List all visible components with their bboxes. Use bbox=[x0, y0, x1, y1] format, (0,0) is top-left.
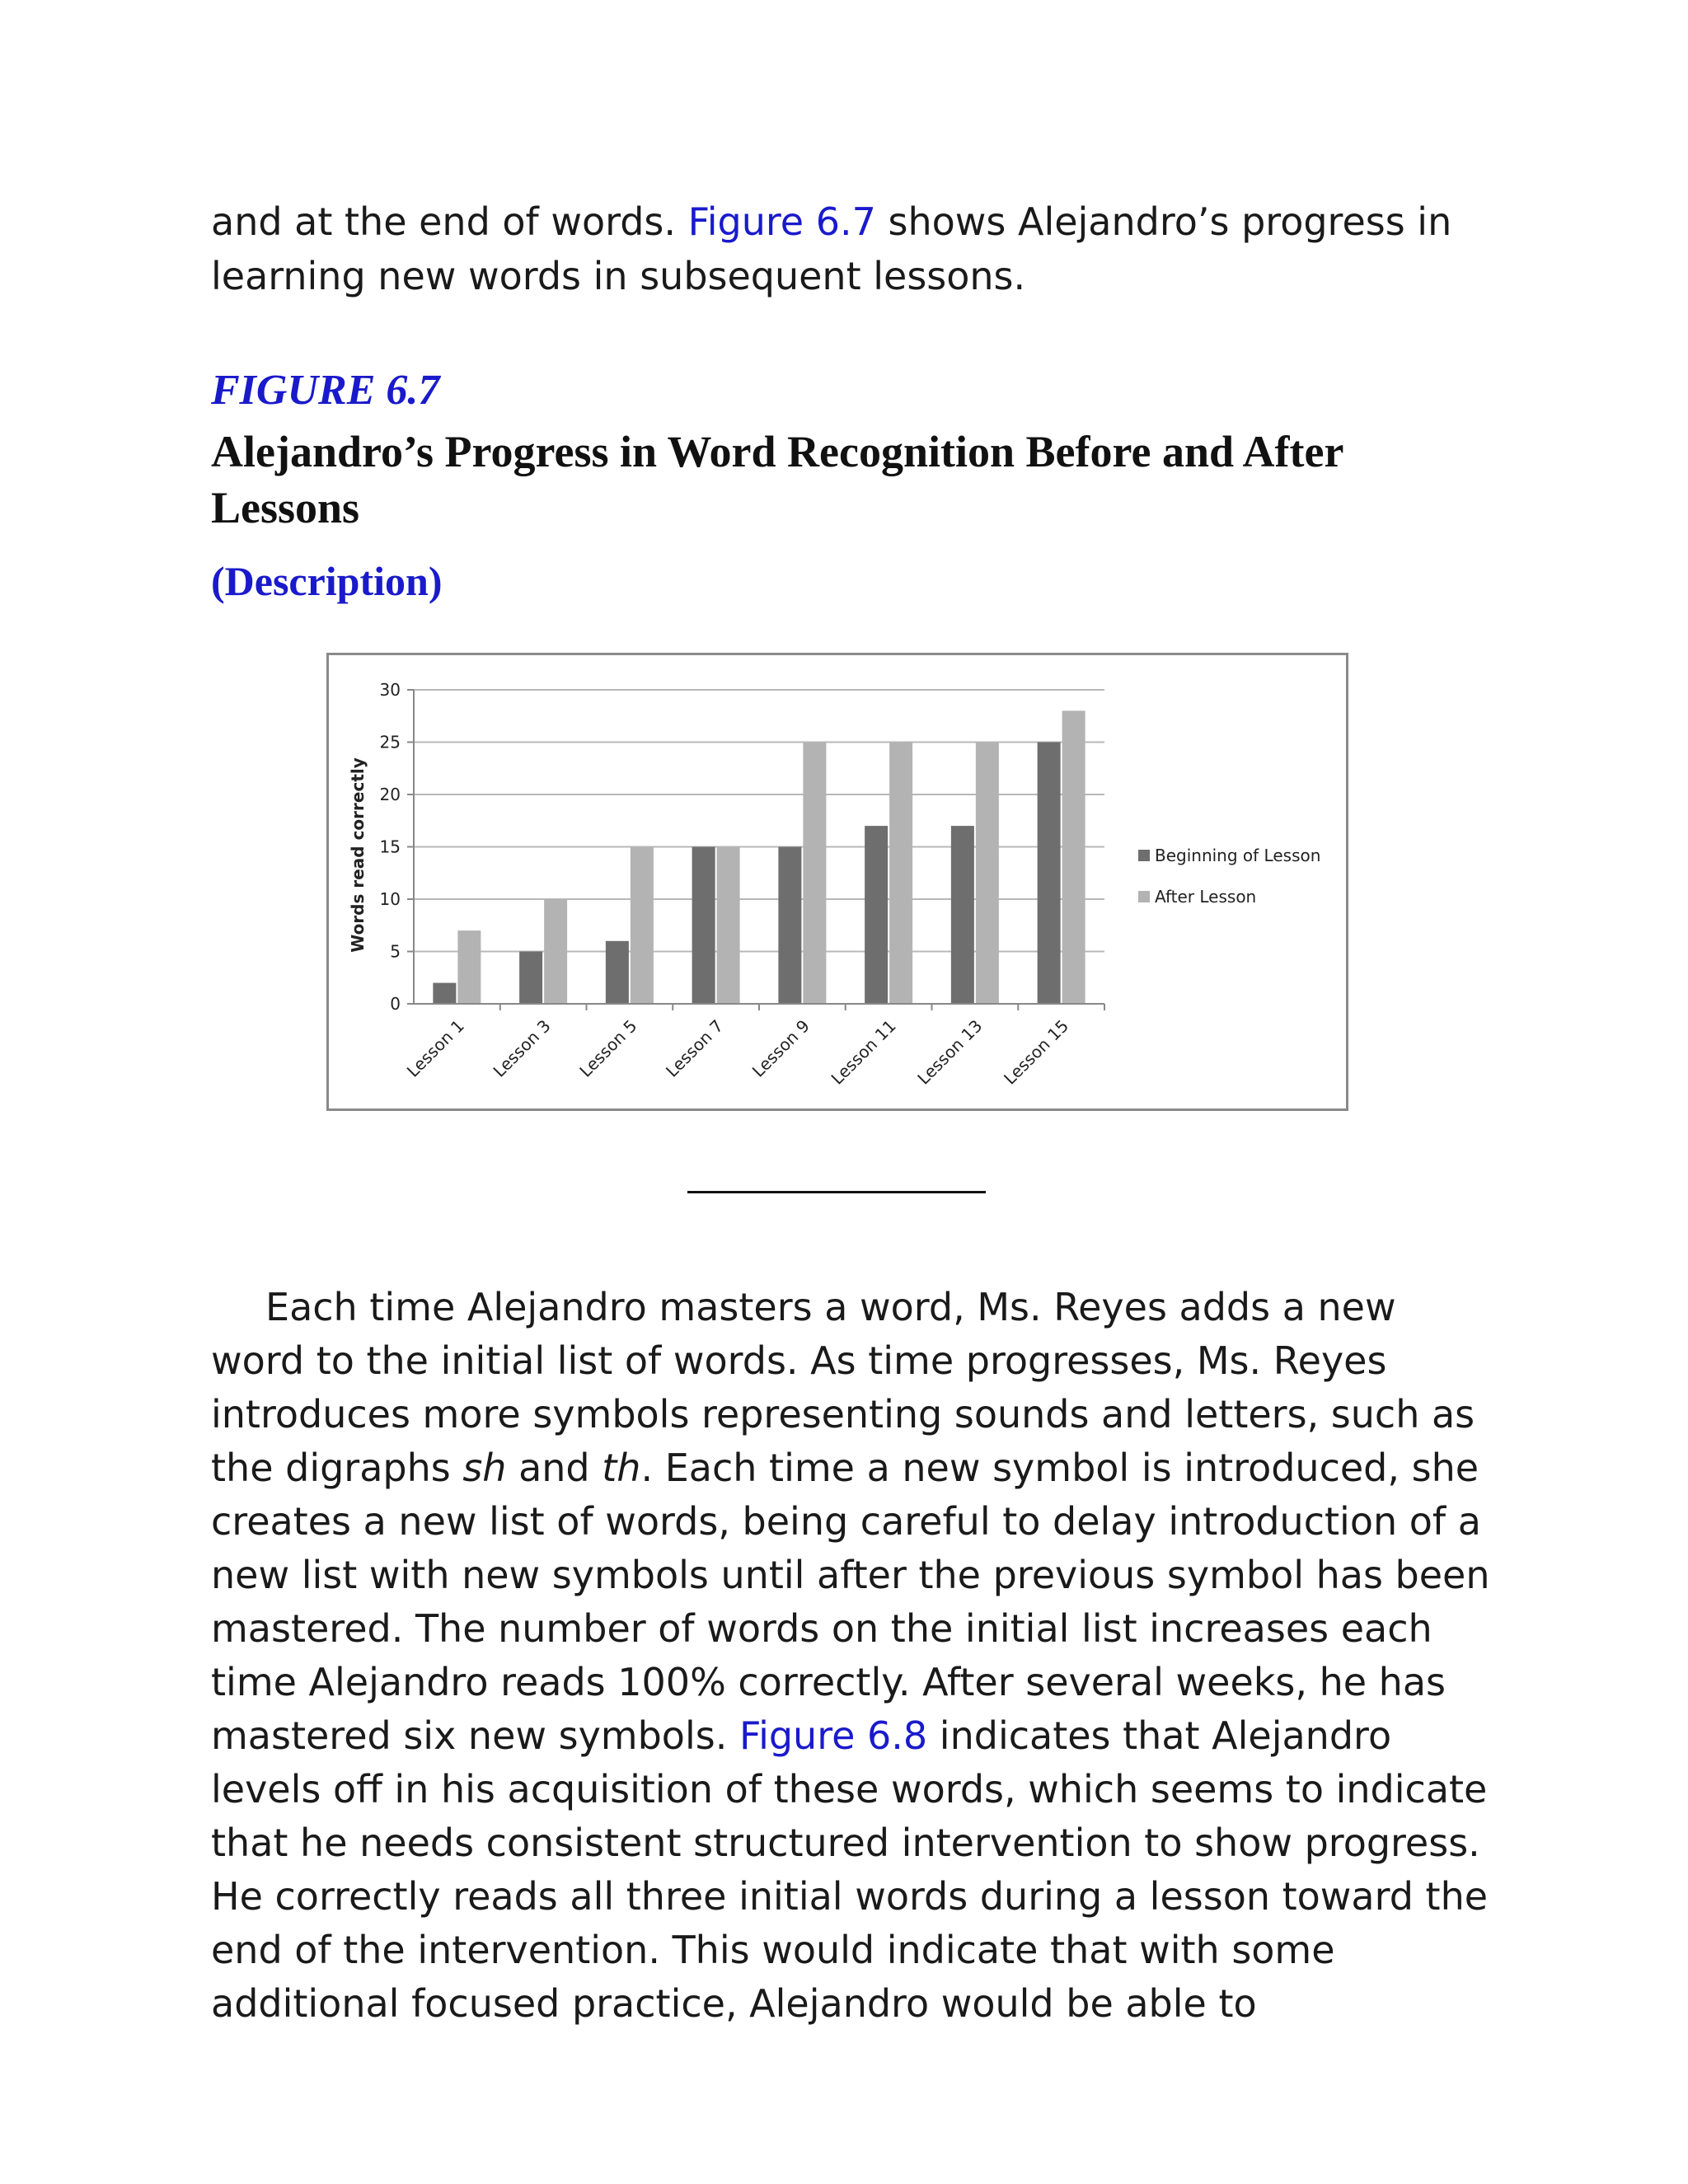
body-text-1: Each time Alejandro masters a word, Ms. Reyes adds a new word to the initial list of words. As time progresses, Ms. Reyes introduces more symbols representing sounds and letters, such as the digraphs bbox=[211, 1285, 1475, 1490]
x-tick-label: Lesson 11 bbox=[827, 1015, 900, 1089]
bar-after bbox=[889, 743, 912, 1005]
body-text-2: . Each time a new symbol is introduced, she creates a new list of words, being careful to delay introduction of a new list with new symbols until after the previous symbol has been mastered. The number of words on the initial list increases each time Alejandro reads 100% correctly. After several weeks, he has mastered six new symbols. bbox=[211, 1446, 1490, 1758]
bar-beginning bbox=[778, 847, 801, 1005]
x-tick-label: Lesson 13 bbox=[913, 1015, 987, 1089]
description-link[interactable]: (Description) bbox=[211, 558, 443, 604]
x-tick-label: Lesson 3 bbox=[489, 1015, 555, 1081]
x-tick-label: Lesson 1 bbox=[402, 1015, 468, 1081]
legend-swatch bbox=[1138, 850, 1150, 861]
legend-label: Beginning of Lesson bbox=[1155, 846, 1321, 865]
bar-after bbox=[631, 847, 654, 1005]
y-tick-label: 30 bbox=[379, 680, 401, 700]
legend-label: After Lesson bbox=[1155, 887, 1257, 907]
chart-frame bbox=[326, 653, 1348, 1111]
figure-title: Alejandro’s Progress in Word Recognition Before and After Lessons bbox=[211, 427, 1343, 532]
bar-beginning bbox=[433, 983, 456, 1004]
figure-label: FIGURE 6.7 bbox=[211, 367, 440, 414]
y-tick-label: 10 bbox=[379, 889, 401, 909]
digraph-th: th bbox=[602, 1446, 641, 1490]
bar-after bbox=[717, 847, 740, 1005]
y-tick-label: 0 bbox=[390, 994, 401, 1014]
intro-text-after: shows Alejandro’s progress in learning new words in subsequent lessons. bbox=[211, 199, 1452, 298]
bar-after bbox=[1062, 710, 1085, 1004]
intro-paragraph bbox=[211, 194, 1497, 303]
figure-6-7-link[interactable]: Figure 6.7 bbox=[687, 199, 876, 244]
x-tick-label: Lesson 15 bbox=[1000, 1015, 1073, 1089]
figure-6-8-link[interactable]: Figure 6.8 bbox=[738, 1713, 928, 1758]
body-text-3: indicates that Alejandro levels off in his acquisition of these words, which seems to indicate that he needs consistent structured intervention to show progress. He correctly reads all three initial words during a lesson toward the end of the intervention. This would indicate that with some additional focused practice, Alejandro would be able to bbox=[211, 1713, 1489, 2026]
digraph-sh: sh bbox=[462, 1446, 507, 1490]
section-divider bbox=[687, 1191, 986, 1193]
y-axis-title: Words read correctly bbox=[348, 757, 368, 953]
legend bbox=[1138, 846, 1320, 907]
bar-after bbox=[457, 930, 481, 1004]
legend-swatch bbox=[1138, 891, 1150, 902]
intro-text-before: and at the end of words. bbox=[211, 199, 688, 244]
bar-after bbox=[544, 899, 567, 1004]
bar-after bbox=[803, 743, 826, 1005]
y-tick-label: 25 bbox=[379, 732, 401, 752]
x-tick-label: Lesson 7 bbox=[662, 1015, 728, 1081]
bar-beginning bbox=[1038, 743, 1061, 1005]
bars bbox=[433, 710, 1085, 1004]
body-text-and: and bbox=[506, 1446, 603, 1490]
y-tick-label: 5 bbox=[390, 941, 401, 962]
axes bbox=[407, 690, 1104, 1010]
y-tick-label: 20 bbox=[379, 785, 401, 804]
bar-beginning bbox=[692, 847, 715, 1005]
y-tick-label: 15 bbox=[379, 837, 401, 857]
bar-beginning bbox=[951, 826, 974, 1004]
gridlines bbox=[414, 690, 1104, 952]
bar-beginning bbox=[606, 941, 629, 1004]
x-tick-label: Lesson 9 bbox=[748, 1015, 814, 1081]
bar-beginning bbox=[519, 952, 542, 1005]
x-tick-label: Lesson 5 bbox=[575, 1015, 641, 1081]
bar-chart bbox=[329, 655, 1346, 1108]
bar-beginning bbox=[865, 826, 888, 1004]
bar-after bbox=[976, 743, 999, 1005]
body-paragraph bbox=[211, 1281, 1497, 2031]
